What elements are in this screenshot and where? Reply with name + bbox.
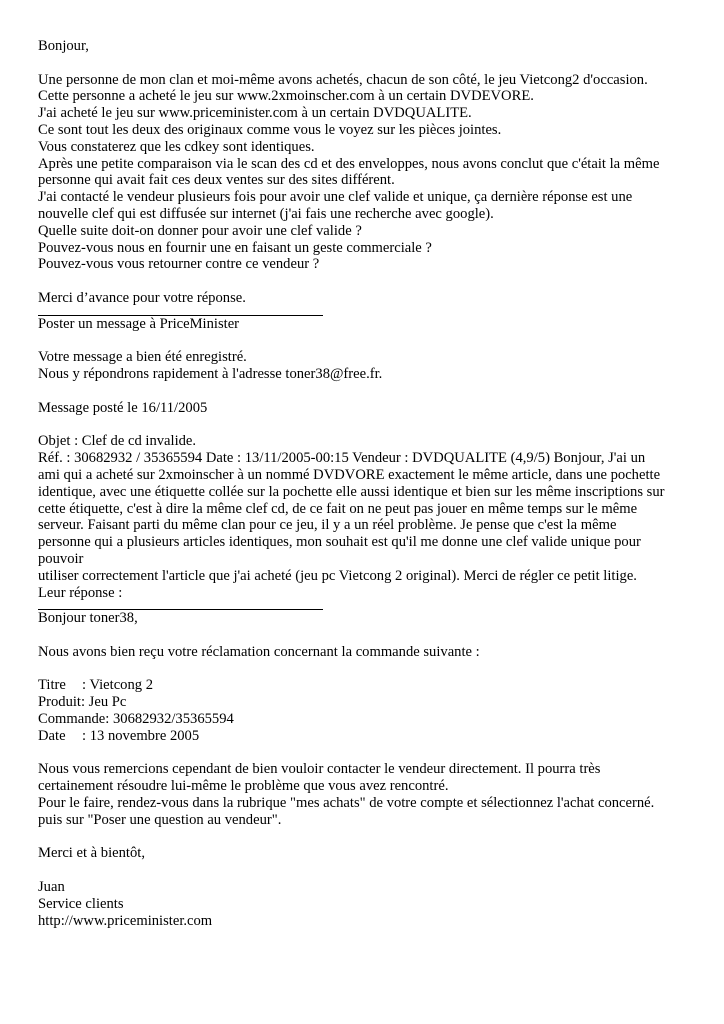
intro-line: Une personne de mon clan et moi-même avons achetés, chacun de son côté, le jeu Vietcong2 d'occasion. (38, 71, 648, 88)
order-label: Titre (38, 677, 66, 694)
signature (38, 879, 686, 929)
order-value: : Jeu Pc (80, 694, 127, 711)
intro-line: nouvelle clef qui est diffusée sur internet (j'ai fais une recherche avec google). (38, 205, 494, 222)
intro-paragraph (38, 72, 686, 274)
intro-line: Pouvez-vous vous retourner contre ce vendeur ? (38, 256, 320, 273)
order-label: Date (38, 727, 66, 744)
intro-line: Pouvez-vous nous en fournir une en faisant un geste commerciale ? (38, 239, 432, 256)
greeting: Bonjour, (38, 38, 89, 54)
reply-intro: Nous avons bien reçu votre réclamation concernant la commande suivante : (38, 643, 480, 660)
confirm-line: Nous y répondrons rapidement à l'adresse toner38@free.fr. (38, 366, 383, 383)
order-label: Commande (38, 711, 106, 728)
reply-body (38, 761, 686, 828)
intro-line: Cette personne a acheté le jeu sur www.2xmoinscher.com à un certain DVDEVORE. (38, 88, 534, 105)
order-label: Produit (38, 694, 81, 711)
order-row (38, 728, 686, 745)
signature-url: http://www.priceminister.com (38, 912, 213, 929)
message-subject: Objet : Clef de cd invalide. (38, 433, 197, 450)
intro-line: Après une petite comparaison via le scan des cd et des enveloppes, nous avons conclut que c'était la même (38, 155, 660, 172)
order-row (38, 711, 686, 728)
reply-greeting: Bonjour toner38, (38, 610, 138, 627)
message-body (38, 450, 686, 601)
order-value: : 13 novembre 2005 (82, 727, 200, 744)
message-line: Réf. : 30682932 / 35365594 Date : 13/11/2005-00:15 Vendeur : DVDQUALITE (4,9/5) Bonjour, J'ai un (38, 450, 646, 467)
intro-line: Ce sont tout les deux des originaux comme vous le voyez sur les pièces jointes. (38, 121, 502, 138)
order-value: : Vietcong 2 (82, 677, 154, 694)
message-line: serveur. Faisant parti du même clan pour ce jeu, il y a un réel problème. Je pense que c'est la même (38, 517, 617, 534)
message-line: pouvoir (38, 550, 84, 567)
confirm-line: Votre message a bien été enregistré. (38, 349, 247, 366)
signature-dept: Service clients (38, 895, 124, 912)
posted-date: Message posté le 16/11/2005 (38, 399, 208, 416)
message-line: Leur réponse : (38, 584, 123, 601)
message-line: ami qui a acheté sur 2xmoinscher à un nommé DVDVORE exactement le même article, dans une pochette (38, 466, 661, 483)
message-line: identique, avec une étiquette collée sur la pochette elle aussi identique et bien sur les même inscriptions sur (38, 483, 665, 500)
order-row (38, 677, 686, 694)
intro-line: Quelle suite doit-on donner pour avoir une clef valide ? (38, 222, 362, 239)
message-line: cette étiquette, c'est à dire la même clef cd, de ce fait on ne peut pas jouer en même temps sur le même (38, 500, 638, 517)
reply-line: Nous vous remercions cependant de bien vouloir contacter le vendeur directement. Il pourra très (38, 761, 601, 778)
reply-line: puis sur "Poser une question au vendeur". (38, 811, 282, 828)
intro-line: J'ai acheté le jeu sur www.priceminister.com à un certain DVDQUALITE. (38, 105, 472, 122)
order-row (38, 694, 686, 711)
order-details (38, 677, 686, 744)
closing-line: Merci et à bientôt, (38, 845, 145, 862)
reply-line: Pour le faire, rendez-vous dans la rubrique "mes achats" de votre compte et sélectionnez l'achat concerné. (38, 795, 655, 812)
order-value: : 30682932/35365594 (105, 711, 234, 728)
reply-line: certainement résoudre lui-même le problème que vous avez rencontré. (38, 778, 449, 795)
section-title: Poster un message à PriceMinister (38, 315, 240, 332)
intro-line: Vous constaterez que les cdkey sont identiques. (38, 138, 315, 155)
signature-name: Juan (38, 879, 65, 896)
intro-line: personne qui avait fait ces deux ventes sur des sites différent. (38, 172, 395, 189)
thanks-line: Merci d’avance pour votre réponse. (38, 289, 246, 306)
message-line: personne qui a plusieurs articles identiques, mon souhait est qu'il me donne une clef valide unique pour (38, 534, 641, 551)
message-line: utiliser correctement l'article que j'ai acheté (jeu pc Vietcong 2 original). Merci de régler ce petit litige. (38, 567, 637, 584)
intro-line: J'ai contacté le vendeur plusieurs fois pour avoir une clef valide et unique, ça dernière réponse est une (38, 189, 633, 206)
